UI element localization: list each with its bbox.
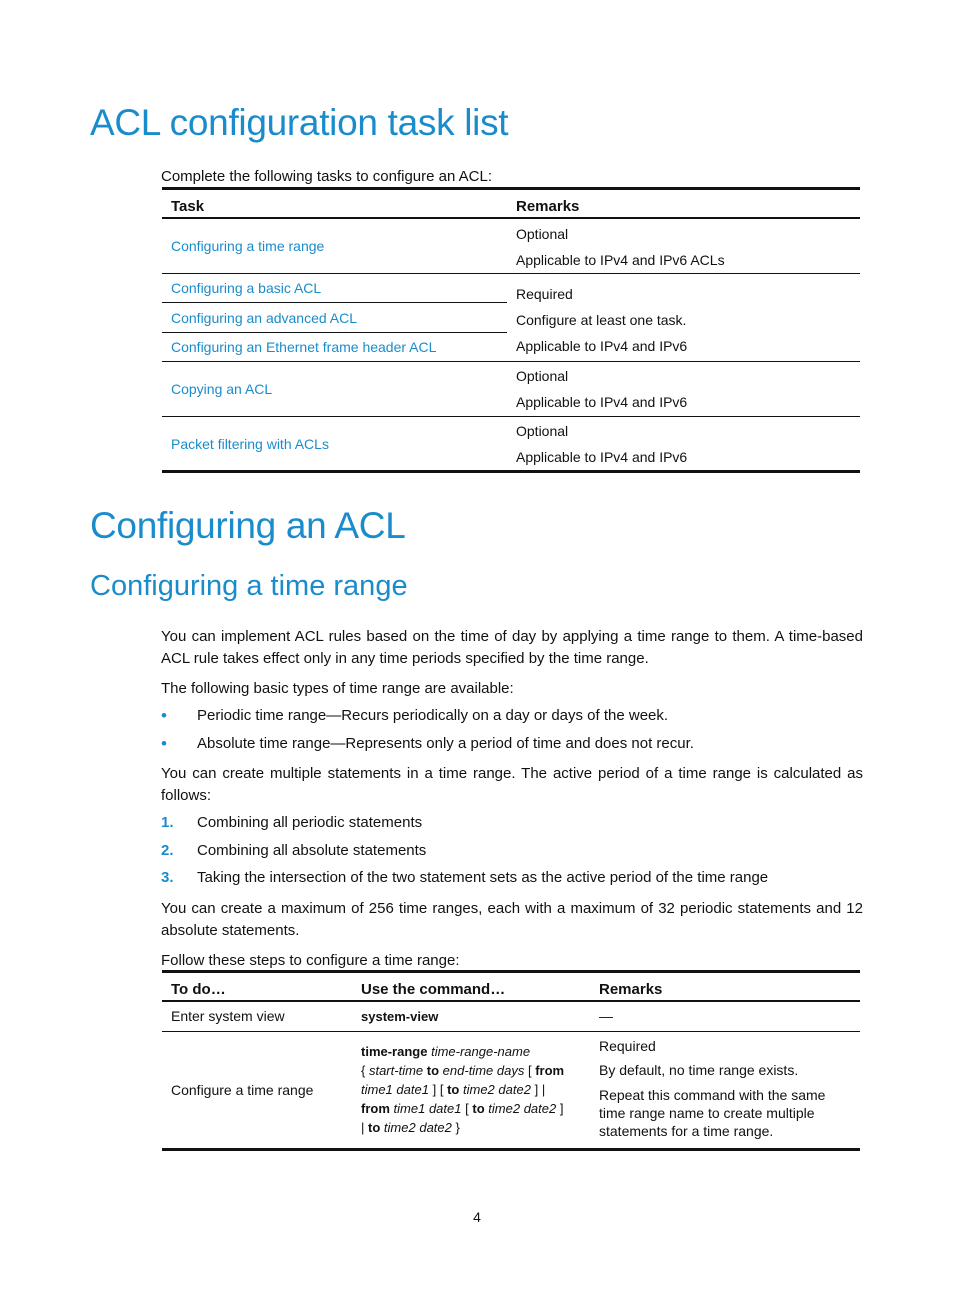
intro-text: Complete the following tasks to configure an ACL: (161, 168, 493, 185)
list-item (161, 867, 768, 889)
list-item (161, 705, 694, 727)
link-configuring-time-range[interactable]: Configuring a time range (171, 238, 325, 254)
bullet-list (161, 705, 694, 755)
remark-line: Optional (516, 422, 569, 439)
column-header-command: Use the command… (361, 980, 506, 998)
paragraph: You can create a maximum of 256 time ranges, each with a maximum of 32 periodic statements and 12 absolute statements. (161, 900, 863, 939)
list-item (161, 840, 768, 862)
bullet-icon: • (161, 734, 167, 753)
step-number: 1. (161, 814, 174, 831)
page-number: 4 (473, 1209, 481, 1225)
table-row (162, 1031, 860, 1149)
table-header-row (162, 189, 860, 219)
paragraph: Follow these steps to configure a time range: (161, 952, 460, 969)
remark-line: Optional (516, 368, 569, 384)
table-row (162, 1001, 860, 1031)
link-packet-filtering[interactable]: Packet filtering with ACLs (171, 435, 329, 452)
table-row (162, 274, 860, 303)
remark-line: Optional (516, 226, 569, 242)
table-row (162, 417, 860, 472)
command-syntax-cell: time-range time-range-name { start-time to end-time days [ from time1 date1 ] [ to time2 date2 ] | from time1 date1 [ to time2 date2 ] | to time2 date2 } (361, 1044, 565, 1135)
list-item-text: Taking the intersection of the two statement sets as the active period of the time range (197, 869, 769, 886)
remark-line: Required (516, 285, 573, 302)
bullet-icon: • (161, 706, 167, 725)
paragraph: The following basic types of time range are available: (161, 680, 514, 697)
remark-line: Configure at least one task. (516, 311, 687, 328)
step-number: 3. (161, 869, 174, 886)
list-item-text: Periodic time range—Recurs periodically on a day or days of the week. (197, 707, 669, 724)
remarks-cell (590, 1031, 860, 1149)
list-item (161, 812, 768, 834)
remark-line: Applicable to IPv4 and IPv6 ACLs (516, 252, 725, 268)
step-number: 2. (161, 842, 174, 859)
remark-line: Applicable to IPv4 and IPv6 (516, 448, 688, 465)
list-item-text: Combining all absolute statements (197, 842, 427, 859)
command-cell: system-view (361, 1008, 439, 1024)
remark-line: Required (599, 1037, 656, 1054)
paragraph: You can implement ACL rules based on the time of day by applying a time range to them. A time-based ACL rule takes effect only in any time periods specified by the time range. (161, 628, 863, 667)
remarks-cell: — (599, 1008, 613, 1025)
column-header-todo: To do… (171, 980, 226, 998)
numbered-list (161, 812, 768, 889)
list-item (161, 733, 694, 755)
task-list-table (162, 187, 860, 473)
paragraph: You can create multiple statements in a time range. The active period of a time range is calculated as follows: (161, 765, 863, 804)
todo-cell: Enter system view (171, 1008, 285, 1025)
section-heading-configuring-acl: Configuring an ACL (90, 505, 406, 546)
list-item-text: Combining all periodic statements (197, 814, 423, 831)
section-heading-task-list: ACL configuration task list (90, 102, 509, 143)
table-header-row (162, 972, 860, 1002)
table-row (162, 362, 860, 417)
link-configuring-basic-acl[interactable]: Configuring a basic ACL (171, 280, 322, 296)
remark-line: Repeat this command with the same time range name to create multiple statements for a time range. (599, 1086, 826, 1139)
todo-cell: Configure a time range (171, 1081, 314, 1098)
column-header-remarks: Remarks (599, 980, 663, 998)
remark-line: Applicable to IPv4 and IPv6 (516, 394, 688, 410)
time-range-steps-table (162, 970, 860, 1151)
remark-line: Applicable to IPv4 and IPv6 (516, 337, 688, 354)
list-item-text: Absolute time range—Represents only a period of time and does not recur. (197, 735, 694, 752)
link-configuring-advanced-acl[interactable]: Configuring an advanced ACL (171, 309, 358, 326)
link-copying-acl[interactable]: Copying an ACL (171, 381, 273, 397)
remark-line: By default, no time range exists. (599, 1061, 799, 1078)
column-header-task: Task (171, 197, 205, 215)
link-configuring-ethernet-frame-header-acl[interactable]: Configuring an Ethernet frame header ACL (171, 339, 437, 355)
subsection-heading-time-range: Configuring a time range (90, 570, 408, 602)
column-header-remarks: Remarks (516, 197, 580, 215)
table-row (162, 218, 860, 274)
